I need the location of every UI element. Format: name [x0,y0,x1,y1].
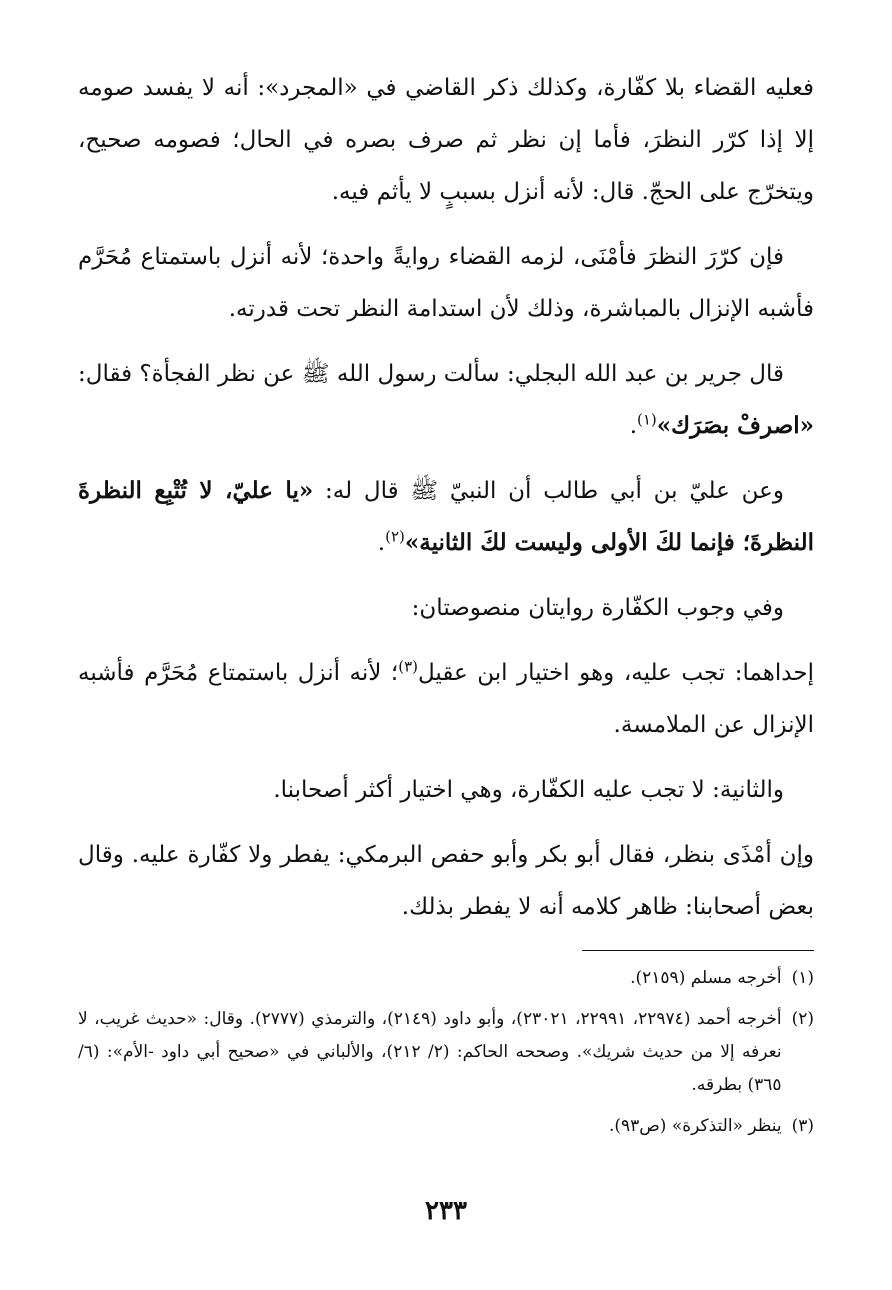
paragraph-5-text: وفي وجوب الكفّارة روايتان منصوصتان: [411,595,784,621]
paragraph-2-text: فإن كرّرَ النظرَ فأمْنَى، لزمه القضاء روايةً واحدة؛ لأنه أنزل باستمتاع مُحَرَّم فأشبه الإنزال بالمباشرة، وذلك لأن استدامة النظر تحت قدرته. [78,244,814,322]
footnote-ref-2: (٢) [385,527,405,546]
paragraph-5 [78,582,814,634]
footnote-1 [78,962,814,995]
footnote-2-text: أخرجه أحمد (٢٢٩٧٤، ٢٢٩٩١، ٢٣٠٢١)، وأبو داود (٢١٤٩)، والترمذي (٢٧٧٧). وقال: «حديث غريب، لا نعرفه إلا من حديث شريك». وصححه الحاكم: (٢/ ٢١٢)، والألباني في «صحيح أبي داود -الأم»: (٦/ ٣٦٥) بطرقه. [78,1009,782,1095]
hadith-quote-1: «اصرفْ بصَرَك» [656,412,814,439]
paragraph-6-text: إحداهما: تجب عليه، وهو اختيار ابن عقيل [417,660,814,686]
paragraph-8-text: وإن أمْذَى بنظر، فقال أبو بكر وأبو حفص البرمكي: يفطر ولا كفّارة عليه. وقال بعض أصحابنا: ظاهر كلامه أنه لا يفطر بذلك. [78,842,814,920]
footnote-2 [78,1003,814,1102]
footnotes [78,962,814,1151]
paragraph-3 [78,348,814,452]
page-number: ٢٣٣ [425,1196,467,1226]
footnote-1-text: أخرجه مسلم (٢١٥٩). [630,968,782,988]
footnote-ref-1: (١) [637,410,657,429]
paragraph-4-end: . [377,530,386,556]
paragraph-1 [78,62,814,218]
paragraph-6 [78,647,814,751]
footnote-3-number: (٣) [791,1116,814,1136]
main-text [78,62,814,946]
paragraph-2 [78,231,814,335]
footnote-1-number: (١) [791,968,814,988]
hadith-quote-2: «يا عليّ، لا تُتْبِع النظرةَ النظرةَ؛ فإنما لكَ الأولى وليست لكَ الثانية» [78,477,814,556]
footnote-3-text: ينظر «التذكرة» (ص٩٣). [608,1116,782,1136]
paragraph-1-text: فعليه القضاء بلا كفّارة، وكذلك ذكر القاضي في «المجرد»: أنه لا يفسد صومه إلا إذا كرّر النظرَ، فأما إن نظر ثم صرف بصره في الحال؛ فصومه صحيح، ويتخرّج على الحجّ. قال: لأنه أنزل بسببٍ لا يأثم فيه. [78,75,814,205]
paragraph-7 [78,764,814,816]
paragraph-4-text: وعن عليّ بن أبي طالب أن النبيّ ﷺ قال له: [313,478,784,504]
footnote-3 [78,1110,814,1143]
footnote-divider [582,950,814,951]
paragraph-8 [78,829,814,933]
paragraph-3-end: . [629,413,637,439]
paragraph-4 [78,465,814,569]
paragraph-7-text: والثانية: لا تجب عليه الكفّارة، وهي اختيار أكثر أصحابنا. [273,777,784,803]
footnote-ref-3: (٣) [398,657,418,676]
paragraph-6-end: ؛ لأنه أنزل باستمتاع مُحَرَّم فأشبه الإنزال عن الملامسة. [78,660,814,738]
paragraph-3-text: قال جرير بن عبد الله البجلي: سألت رسول الله ﷺ عن نظر الفجأة؟ فقال: [78,361,784,387]
footnote-2-number: (٢) [791,1009,814,1029]
